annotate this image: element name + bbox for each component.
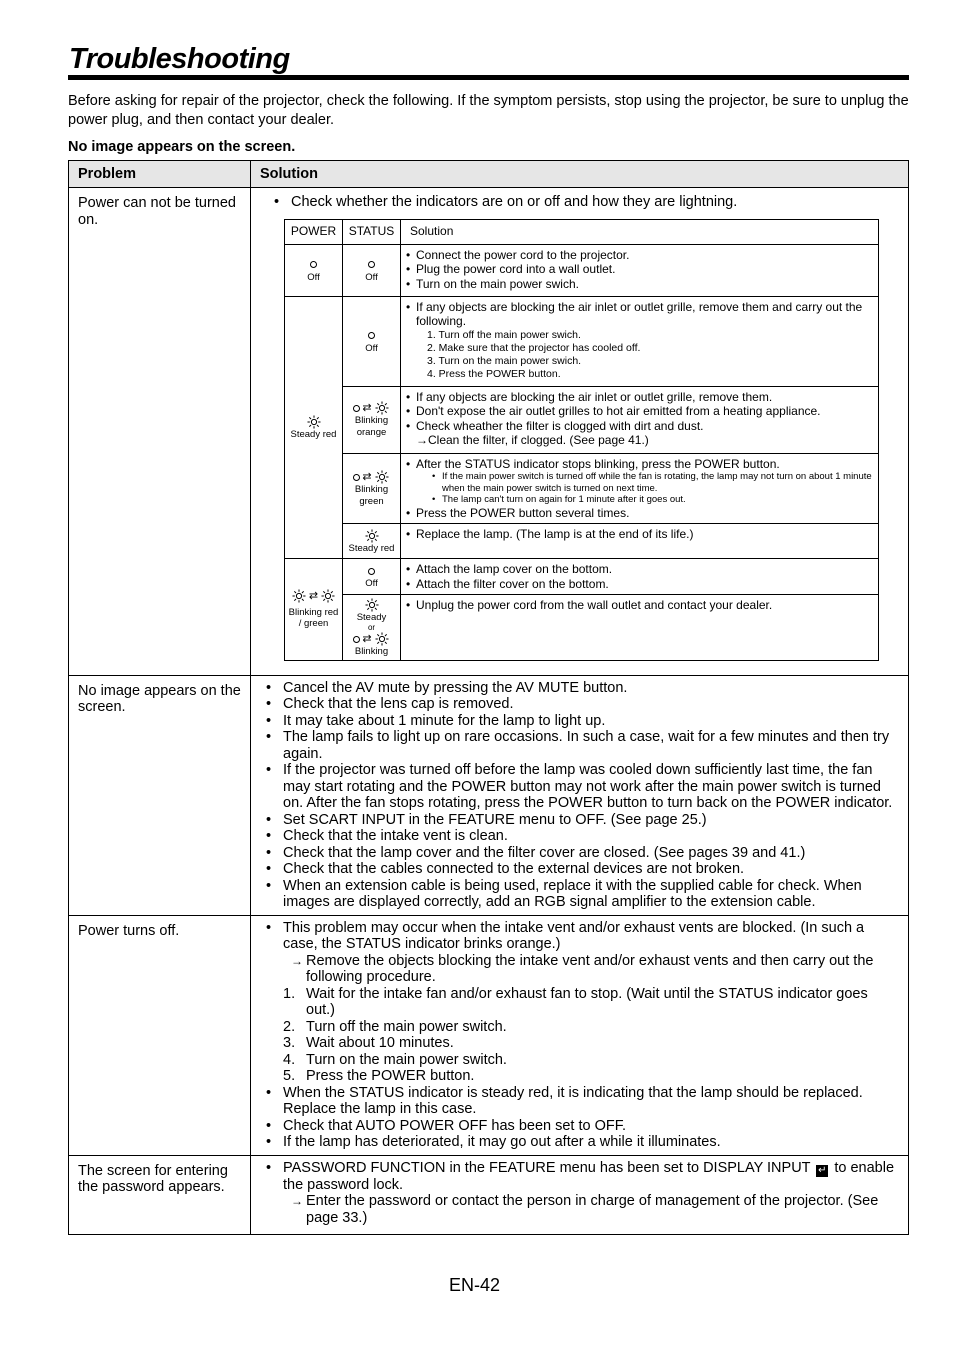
indicator-header-power: POWER <box>285 219 343 244</box>
arrow-note: → Enter the password or contact the person in charge of management of the projector. (See page 33.) <box>291 1193 879 1226</box>
power-indicator-steady-red <box>285 296 343 559</box>
power-state-label: Blinking red / green <box>288 606 339 630</box>
subheading: No image appears on the screen. <box>68 139 296 155</box>
header-solution: Solution <box>251 161 909 188</box>
status-state-label: Blinking green <box>354 484 389 507</box>
arrow-right-icon: → <box>416 433 428 448</box>
status-state-label: Off <box>365 578 378 590</box>
arrow-note: → Remove the objects blocking the intake vent and/or exhaust vents and then carry out the following procedure. <box>291 952 874 986</box>
indicator-header-status: STATUS <box>343 219 401 244</box>
list-item: • If any objects are blocking the air inlet or outlet grille, remove them and carry out the following. 1. Turn off the main power swich. 2. Make sure that the projector has cooled off. 3. Turn on the main power swich. 4. Press the POWER button. <box>405 300 874 381</box>
step-item: 2. Make sure that the projector has cooled off. <box>427 341 641 354</box>
table-row <box>69 1155 909 1235</box>
list-item: • When an extension cable is being used, replace it with the supplied cable for check. When images are displayed correctly, add an RGB signal amplifier to the extension cable. <box>260 878 899 911</box>
list-item: • Check that the cables connected to the external devices are not broken. <box>260 861 899 878</box>
list-item: • Plug the power cord into a wall outlet. <box>405 262 874 277</box>
indicator-lead: • Check whether the indicators are on or off and how they are lightning. <box>260 194 879 211</box>
status-indicator-off <box>343 244 401 296</box>
sun-icon <box>364 598 380 612</box>
list-item: • Check that AUTO POWER OFF has been set to OFF. <box>260 1118 899 1135</box>
indicator-row <box>285 244 879 296</box>
list-item: • PASSWORD FUNCTION in the FEATURE menu has been set to DISPLAY INPUT ↵ to enable the password lock. <box>260 1160 899 1194</box>
step-item: 3. Wait about 10 minutes. <box>283 1035 454 1052</box>
troubleshooting-table <box>68 160 909 1235</box>
step-item: 4. Turn on the main power switch. <box>283 1051 507 1068</box>
solution-cell <box>251 1155 909 1235</box>
problem-cell: No image appears on the screen. <box>69 675 251 915</box>
list-item: • If the projector was turned off before the lamp was cooled down sufficiently last time, the fan may start rotating and the POWER button may not work after the main power switch is turned on. After the fan stops rotating, press the POWER button to turn back on the POWER indicator. <box>260 762 899 812</box>
step-item: 4. Press the POWER button. <box>427 367 561 380</box>
page-title: Troubleshooting <box>68 40 909 80</box>
list-item: • If the lamp has deteriorated, it may go out after a while it illuminates. <box>260 1134 899 1151</box>
blink-icon: ⇄ <box>291 589 336 603</box>
indicator-solution <box>401 524 879 559</box>
list-item: • Cancel the AV mute by pressing the AV MUTE button. <box>260 680 899 697</box>
status-state-label: or <box>367 622 376 632</box>
list-item: • Connect the power cord to the projector. <box>405 248 874 263</box>
blink-icon: ⇄ <box>353 632 389 646</box>
indicator-row <box>285 296 879 386</box>
status-indicator-off <box>343 296 401 386</box>
indicator-row <box>285 386 879 453</box>
note-item: • The lamp can't turn on again for 1 minute after it goes out. <box>430 494 874 506</box>
status-indicator-blinking-green <box>343 453 401 524</box>
indicator-row <box>285 453 879 524</box>
list-item: • It may take about 1 minute for the lamp to light up. <box>260 713 899 730</box>
status-indicator-blinking-orange <box>343 386 401 453</box>
note-item: • If the main power switch is turned off while the fan is rotating, the lamp may not turn on about 1 minute when the main power switch is turned on next time. <box>430 471 874 494</box>
procedure-steps <box>260 986 899 1085</box>
list-item: • Check that the intake vent is clean. <box>260 828 899 845</box>
solution-cell <box>251 188 909 676</box>
intro-text: Before asking for repair of the projector, check the following. If the symptom persists, stop using the projector, be sure to unplug the power plug, and then contact your dealer. <box>68 93 909 128</box>
status-indicator-off <box>343 559 401 595</box>
problem-cell: The screen for entering the password appears. <box>69 1155 251 1235</box>
indicator-solution <box>401 595 879 660</box>
status-state-label: Blinking <box>354 646 389 658</box>
step-item: 5. Press the POWER button. <box>283 1068 475 1085</box>
list-item: • The lamp fails to light up on rare occasions. In such a case, wait for a few minutes and then try again. <box>260 729 899 762</box>
list-item: • Press the POWER button several times. <box>405 506 874 521</box>
blink-icon: ⇄ <box>353 401 389 415</box>
status-state-label: Off <box>365 271 378 283</box>
indicator-header-row <box>285 219 879 244</box>
indicator-row <box>285 595 879 660</box>
led-off-icon <box>368 332 375 339</box>
status-state-label: Blinking orange <box>354 415 389 438</box>
table-row <box>69 188 909 676</box>
table-header-row <box>69 161 909 188</box>
led-off-icon <box>310 261 317 268</box>
solution-cell <box>251 675 909 915</box>
list-item: • This problem may occur when the intake vent and/or exhaust vents are blocked. (In such a case, the STATUS indicator brinks orange.) <box>260 920 899 953</box>
status-state-label: Off <box>365 342 378 354</box>
list-item: • If any objects are blocking the air inlet or outlet grille, remove them. <box>405 390 874 405</box>
indicator-header-solution: Solution <box>401 219 879 244</box>
list-item: • Don't expose the air outlet grilles to hot air emitted from a heating appliance. <box>405 404 874 419</box>
problem-cell: Power can not be turned on. <box>69 188 251 676</box>
step-item: 2. Turn off the main power switch. <box>283 1018 507 1035</box>
arrow-right-icon: → <box>291 953 303 968</box>
status-indicator-steady-or-blinking <box>343 595 401 660</box>
page <box>68 40 909 1235</box>
power-indicator-off <box>285 244 343 296</box>
indicator-solution <box>401 296 879 386</box>
indicator-solution <box>401 244 879 296</box>
power-state-label: Steady red <box>290 429 337 440</box>
sun-icon <box>306 415 322 429</box>
page-number: EN-42 <box>449 1275 501 1295</box>
list-item: • After the STATUS indicator stops blinking, press the POWER button. • If the main power switch is turned off while the fan is rotating, the lamp may not turn on about 1 minute when the main power switch is turned on next time. • The lamp can't turn on again for 1 minute after it goes out. <box>405 457 874 506</box>
list-item: • Set SCART INPUT in the FEATURE menu to OFF. (See page 25.) <box>260 812 899 829</box>
status-state-label: Steady <box>356 612 387 624</box>
list-item: • When the STATUS indicator is steady red, it is indicating that the lamp should be replaced. Replace the lamp in this case. <box>260 1085 899 1118</box>
problem-cell: Power turns off. <box>69 915 251 1155</box>
led-off-icon <box>368 568 375 575</box>
indicator-solution <box>401 453 879 524</box>
status-state-label: Steady red <box>348 542 395 554</box>
step-item: 3. Turn on the main power swich. <box>427 354 582 367</box>
list-item: • Check wheather the filter is clogged with dirt and dust. <box>405 419 874 434</box>
arrow-right-icon: → <box>291 1194 303 1209</box>
arrow-note: →Clean the filter, if clogged. (See page 41.) <box>416 433 649 448</box>
indicator-solution <box>401 386 879 453</box>
header-problem: Problem <box>69 161 251 188</box>
step-item: 1. Wait for the intake fan and/or exhaust fan to stop. (Wait until the STATUS indicator goes out.) <box>283 985 868 1019</box>
list-item: • Turn on the main power swich. <box>405 277 874 292</box>
sun-icon <box>364 529 380 543</box>
indicator-row <box>285 559 879 595</box>
enter-key-icon: ↵ <box>818 1164 827 1176</box>
table-row <box>69 915 909 1155</box>
solution-cell <box>251 915 909 1155</box>
list-item: • Check that the lens cap is removed. <box>260 696 899 713</box>
blink-icon: ⇄ <box>353 470 389 484</box>
list-item: • Check that the lamp cover and the filter cover are closed. (See pages 39 and 41.) <box>260 845 899 862</box>
indicator-solution <box>401 559 879 595</box>
list-item: • Replace the lamp. (The lamp is at the end of its life.) <box>405 527 874 542</box>
step-item: 1. Turn off the main power swich. <box>427 328 581 341</box>
indicator-table <box>284 219 879 661</box>
list-item: • Attach the filter cover on the bottom. <box>405 577 874 592</box>
list-item: • Attach the lamp cover on the bottom. <box>405 562 874 577</box>
table-row <box>69 675 909 915</box>
list-item: • Unplug the power cord from the wall outlet and contact your dealer. <box>405 598 874 613</box>
power-state-label: Off <box>307 271 320 283</box>
indicator-row <box>285 524 879 559</box>
led-off-icon <box>368 261 375 268</box>
status-indicator-steady-red <box>343 524 401 559</box>
power-indicator-blinking-red-green <box>285 559 343 661</box>
